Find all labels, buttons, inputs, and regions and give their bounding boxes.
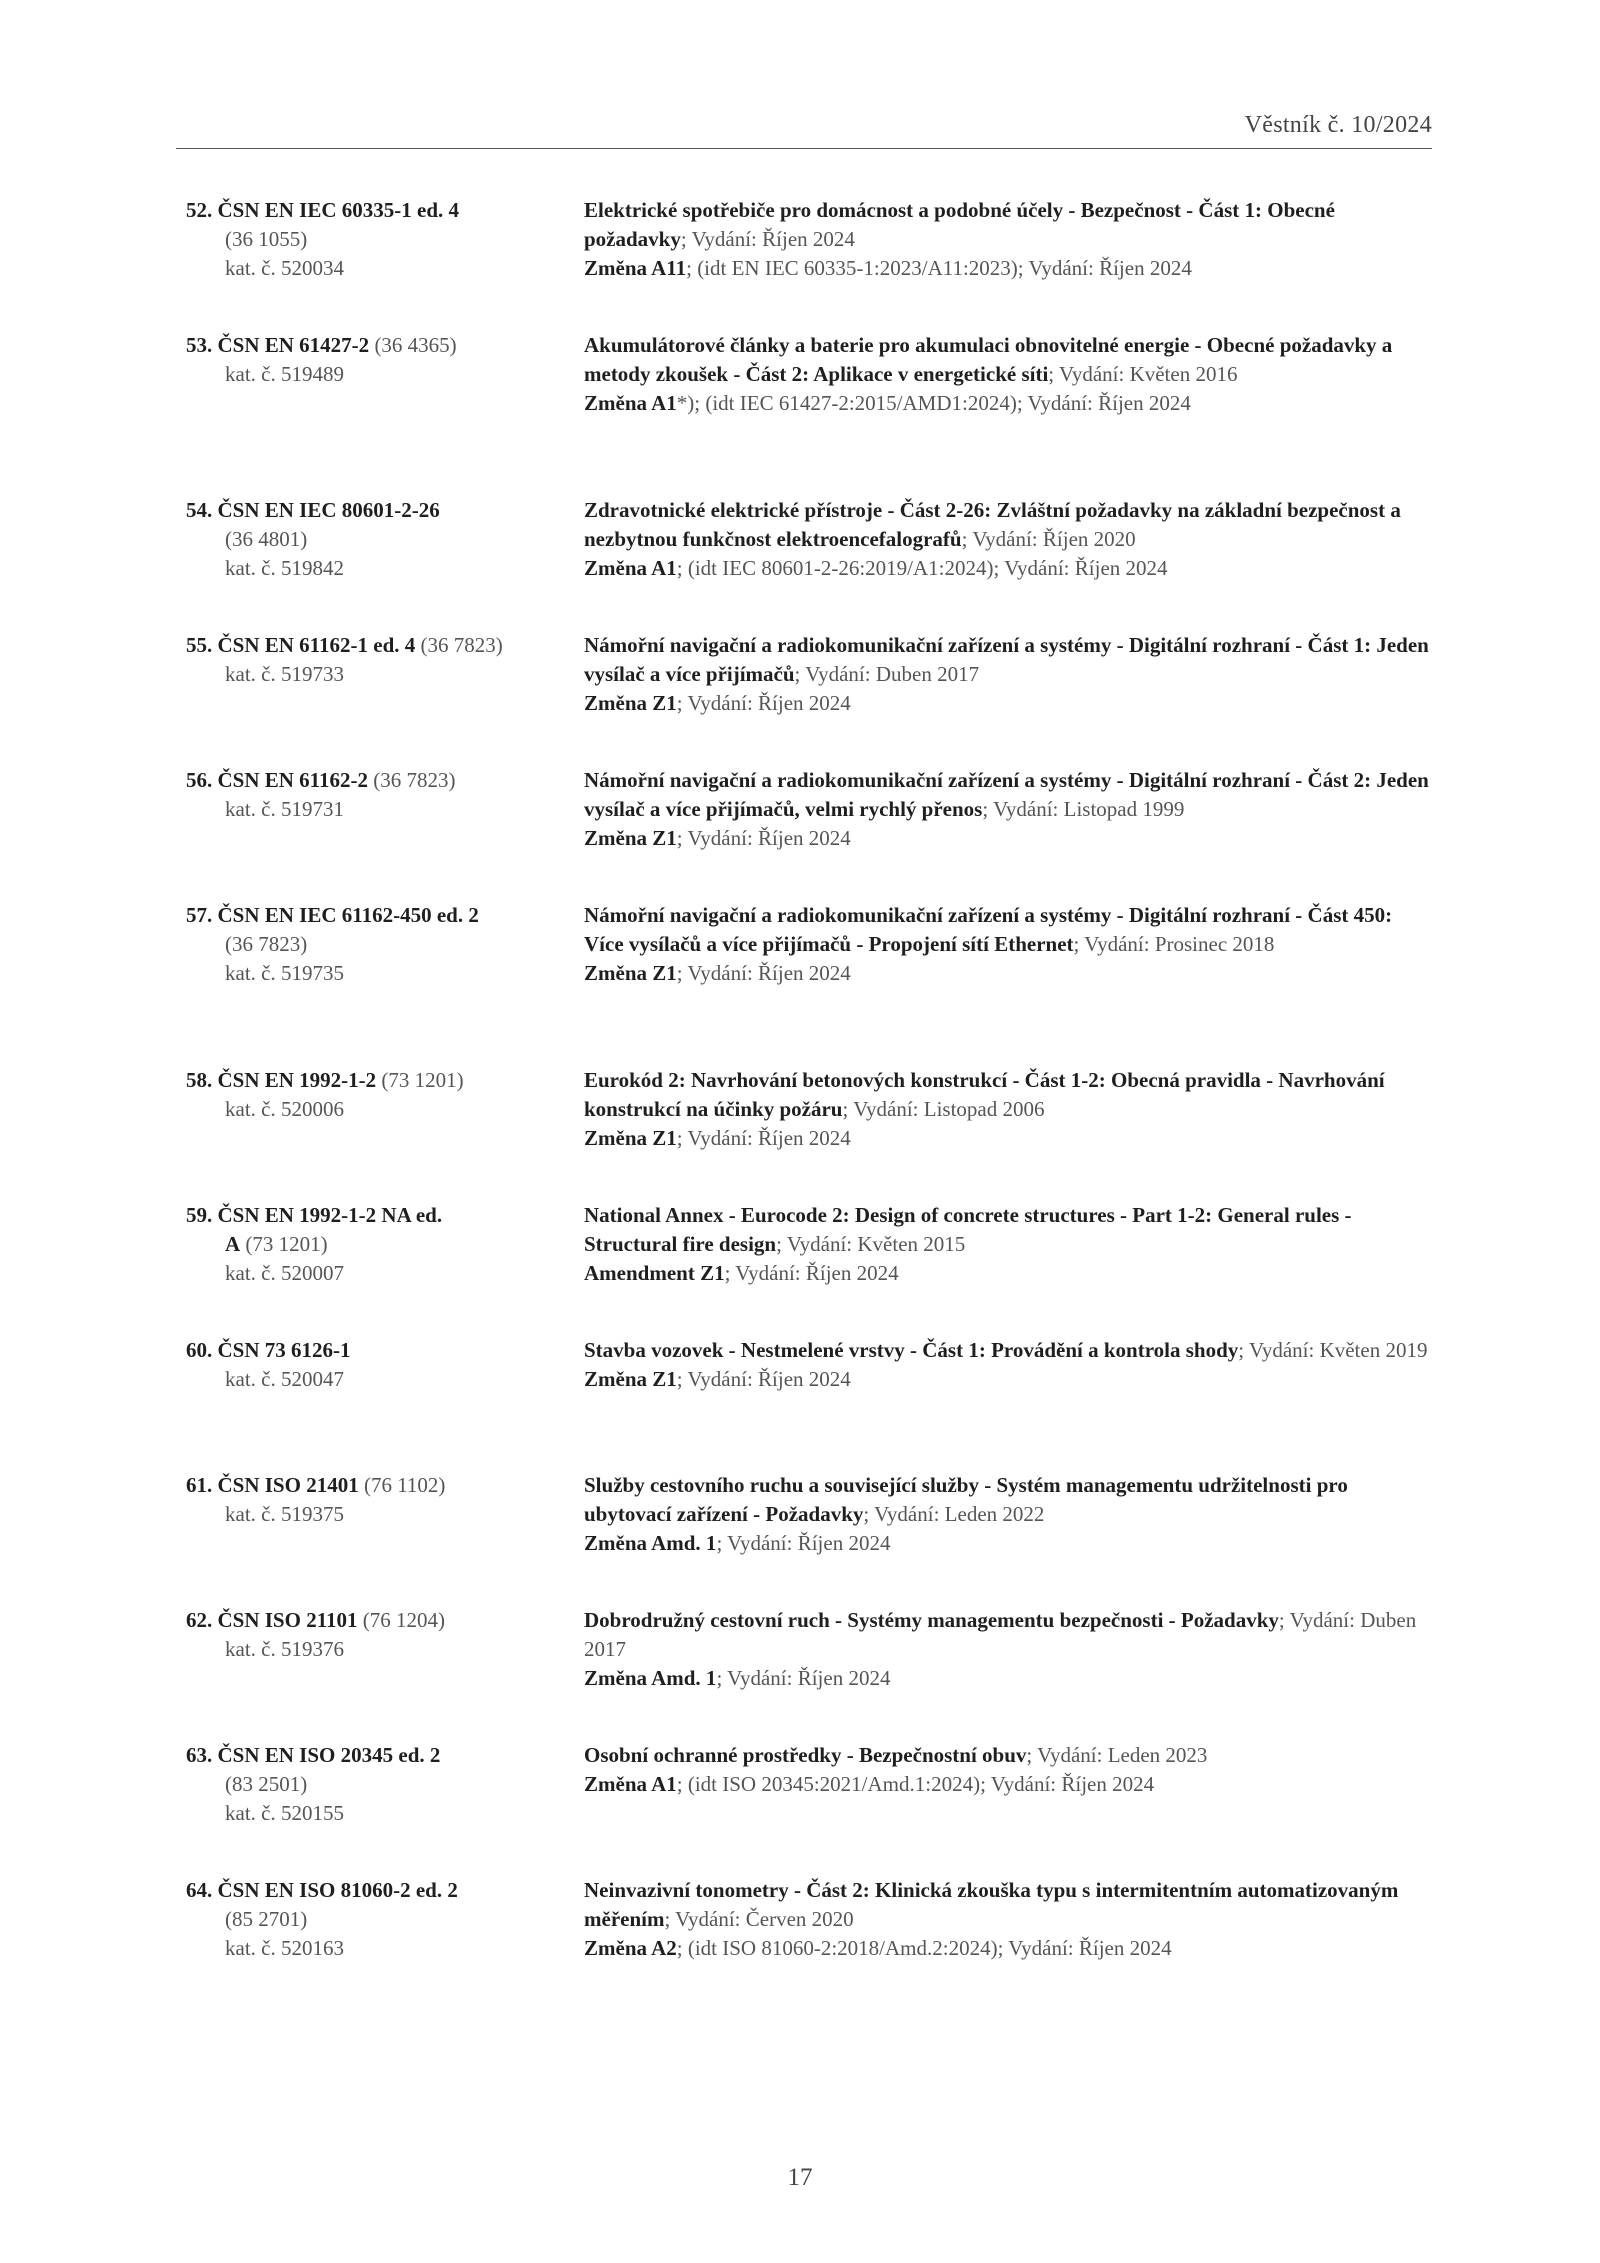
list-item [186,1471,1432,1558]
standard-description [584,331,1432,418]
catalog-number: kat. č. 519375 [225,1502,344,1526]
catalog-number: kat. č. 519842 [225,556,344,580]
catalog-number: kat. č. 520007 [225,1261,344,1285]
catalog-number: kat. č. 520034 [225,256,344,280]
entry-number: 58. [186,1068,213,1092]
list-item [186,196,1432,283]
classification-code: (36 7823) [225,932,308,956]
catalog-number: kat. č. 519735 [225,961,344,985]
standard-designation: ČSN EN ISO 81060-2 ed. 2 [217,1878,458,1902]
list-item [186,901,1432,988]
classification-code: (36 4801) [225,527,308,551]
issue-date: ; Vydání: Říjen 2020 [961,527,1136,551]
standard-description [584,766,1432,853]
classification-code: (36 1055) [225,227,308,251]
list-item [186,496,1432,583]
issue-date: ; Vydání: Duben 2017 [794,662,980,686]
catalog-number: kat. č. 520163 [225,1936,344,1960]
standard-id-block [186,1201,584,1288]
standard-id-block [186,331,584,418]
classification-code: (36 4365) [369,333,457,357]
catalog-number: kat. č. 520006 [225,1097,344,1121]
standard-description [584,1606,1432,1693]
standard-description [584,196,1432,283]
bulletin-title: Věstník č. 10/2024 [1244,112,1432,138]
amendment-details: ; (idt ISO 20345:2021/Amd.1:2024); Vydání: Říjen 2024 [676,1772,1155,1796]
amendment-details: ; Vydání: Říjen 2024 [676,691,851,715]
amendment-details: ; (idt IEC 80601-2-26:2019/A1:2024); Vydání: Říjen 2024 [676,556,1168,580]
classification-code: (36 7823) [368,768,456,792]
standard-title: Námořní navigační a radiokomunikační zařízení a systémy - Digitální rozhraní - Část 450: Více vysílačů a více přijímačů - Propojení sítí Ethernet [584,903,1393,956]
amendment-details: *); (idt IEC 61427-2:2015/AMD1:2024); Vydání: Říjen 2024 [676,391,1191,415]
classification-code: (73 1201) [376,1068,464,1092]
issue-date: ; Vydání: Červen 2020 [664,1907,854,1931]
standard-designation: ČSN EN ISO 20345 ed. 2 [217,1743,441,1767]
classification-code: (73 1201) [240,1232,328,1256]
standard-id-block [186,1741,584,1828]
standard-description [584,901,1432,988]
entry-number: 59. [186,1203,213,1227]
list-item [186,1741,1432,1828]
issue-date: ; Vydání: Listopad 1999 [982,797,1185,821]
catalog-number: kat. č. 520047 [225,1367,344,1391]
entry-number: 56. [186,768,213,792]
issue-date: ; Vydání: Květen 2015 [776,1232,966,1256]
standard-id-block [186,766,584,853]
standard-title: Zdravotnické elektrické přístroje - Část 2-26: Zvláštní požadavky na základní bezpečnost a nezbytnou funkčnost elektroencefalografů [584,498,1401,551]
list-item [186,1606,1432,1693]
standard-description [584,1876,1432,1963]
list-item [186,766,1432,853]
issue-date: ; Vydání: Leden 2023 [1026,1743,1208,1767]
standard-description [584,631,1432,718]
standard-id-block [186,196,584,283]
standard-id-block [186,901,584,988]
amendment-label: Změna Z1 [584,691,677,715]
amendment-details: ; (idt ISO 81060-2:2018/Amd.2:2024); Vydání: Říjen 2024 [676,1936,1172,1960]
classification-code: (36 7823) [415,633,503,657]
standard-description [584,1741,1432,1828]
list-item [186,1876,1432,1963]
standard-designation: ČSN EN 61427-2 [217,333,370,357]
amendment-label: Změna Amd. 1 [584,1666,717,1690]
amendment-label: Změna Amd. 1 [584,1531,717,1555]
amendment-details: ; Vydání: Říjen 2024 [676,1126,851,1150]
amendment-label: Změna A11 [584,256,687,280]
amendment-details: ; Vydání: Říjen 2024 [676,961,851,985]
standard-designation: ČSN ISO 21101 [217,1608,358,1632]
standard-title: Služby cestovního ruchu a související služby - Systém managementu udržitelnosti pro ubytovací zařízení - Požadavky [584,1473,1348,1526]
classification-code: (76 1102) [358,1473,446,1497]
page-number: 17 [787,2164,813,2191]
list-item [186,1201,1432,1288]
standard-title: National Annex - Eurocode 2: Design of concrete structures - Part 1-2: General rules - Structural fire design [584,1203,1352,1256]
standard-designation: ČSN 73 6126-1 [217,1338,351,1362]
entry-number: 64. [186,1878,213,1902]
issue-date: ; Vydání: Leden 2022 [863,1502,1045,1526]
standard-description [584,1471,1432,1558]
entry-number: 60. [186,1338,213,1362]
entry-number: 62. [186,1608,213,1632]
standard-designation: ČSN EN IEC 61162-450 ed. 2 [217,903,479,927]
list-item [186,1336,1432,1394]
standard-designation: ČSN EN 1992-1-2 NA ed. [217,1203,443,1227]
list-item [186,331,1432,418]
standard-title: Osobní ochranné prostředky - Bezpečnostní obuv [584,1743,1027,1767]
list-item [186,631,1432,718]
standard-id-block [186,1876,584,1963]
standard-id-block [186,1336,584,1394]
entry-number: 57. [186,903,213,927]
issue-date: ; Vydání: Listopad 2006 [842,1097,1045,1121]
amendment-details: ; Vydání: Říjen 2024 [676,1367,851,1391]
designation-continuation: A [225,1232,241,1256]
standard-id-block [186,496,584,583]
classification-code: (85 2701) [225,1907,308,1931]
standard-designation: ČSN EN IEC 60335-1 ed. 4 [217,198,460,222]
standard-title: Námořní navigační a radiokomunikační zařízení a systémy - Digitální rozhraní - Část 1: Jeden vysílač a více přijímačů [584,633,1429,686]
entry-number: 52. [186,198,213,222]
standard-designation: ČSN EN IEC 80601-2-26 [217,498,440,522]
standard-description [584,1336,1432,1394]
catalog-number: kat. č. 520155 [225,1801,344,1825]
standard-id-block [186,1471,584,1558]
catalog-number: kat. č. 519489 [225,362,344,386]
classification-code: (83 2501) [225,1772,308,1796]
list-item [186,1066,1432,1153]
amendment-label: Změna A2 [584,1936,677,1960]
standard-designation: ČSN ISO 21401 [217,1473,359,1497]
issue-date: ; Vydání: Květen 2019 [1238,1338,1428,1362]
standard-id-block [186,1066,584,1153]
entry-number: 63. [186,1743,213,1767]
amendment-label: Změna Z1 [584,1126,677,1150]
page-header [176,108,1432,149]
standard-title: Námořní navigační a radiokomunikační zařízení a systémy - Digitální rozhraní - Část 2: Jeden vysílač a více přijímačů, velmi rychlý přenos [584,768,1429,821]
amendment-label: Změna A1 [584,556,677,580]
amendment-label: Změna A1 [584,391,677,415]
entry-number: 55. [186,633,213,657]
standard-id-block [186,1606,584,1693]
classification-code: (76 1204) [357,1608,446,1632]
standard-title: Dobrodružný cestovní ruch - Systémy managementu bezpečnosti - Požadavky [584,1608,1279,1632]
standard-title: Akumulátorové články a baterie pro akumulaci obnovitelné energie - Obecné požadavky a metody zkoušek - Část 2: Aplikace v energetické síti [584,333,1393,386]
standard-title: Elektrické spotřebiče pro domácnost a podobné účely - Bezpečnost - Část 1: Obecné požadavky [584,198,1335,251]
entry-number: 54. [186,498,213,522]
amendment-label: Změna Z1 [584,826,677,850]
amendment-details: ; (idt EN IEC 60335-1:2023/A11:2023); Vydání: Říjen 2024 [686,256,1192,280]
standard-title: Neinvazivní tonometry - Část 2: Klinická zkouška typu s intermitentním automatizovaným měřením [584,1878,1399,1931]
issue-date: ; Vydání: Duben 2017 [584,1608,1417,1661]
standard-title: Stavba vozovek - Nestmelené vrstvy - Část 1: Provádění a kontrola shody [584,1338,1239,1362]
standard-description [584,1066,1432,1153]
amendment-label: Změna A1 [584,1772,677,1796]
amendment-details: ; Vydání: Říjen 2024 [716,1531,891,1555]
standard-description [584,1201,1432,1288]
standard-description [584,496,1432,583]
standard-id-block [186,631,584,718]
entry-number: 53. [186,333,213,357]
amendment-details: ; Vydání: Říjen 2024 [716,1666,891,1690]
entry-number: 61. [186,1473,213,1497]
amendment-label: Amendment Z1 [584,1261,725,1285]
standard-designation: ČSN EN 61162-2 [217,768,369,792]
issue-date: ; Vydání: Květen 2016 [1048,362,1238,386]
issue-date: ; Vydání: Říjen 2024 [680,227,855,251]
issue-date: ; Vydání: Prosinec 2018 [1073,932,1275,956]
standard-designation: ČSN EN 61162-1 ed. 4 [217,633,416,657]
amendment-label: Změna Z1 [584,961,677,985]
amendment-label: Změna Z1 [584,1367,677,1391]
catalog-number: kat. č. 519731 [225,797,344,821]
standard-designation: ČSN EN 1992-1-2 [217,1068,377,1092]
catalog-number: kat. č. 519376 [225,1637,344,1661]
amendment-details: ; Vydání: Říjen 2024 [724,1261,899,1285]
standard-title: Eurokód 2: Navrhování betonových konstrukcí - Část 1-2: Obecná pravidla - Navrhování konstrukcí na účinky požáru [584,1068,1385,1121]
amendment-details: ; Vydání: Říjen 2024 [676,826,851,850]
catalog-number: kat. č. 519733 [225,662,344,686]
